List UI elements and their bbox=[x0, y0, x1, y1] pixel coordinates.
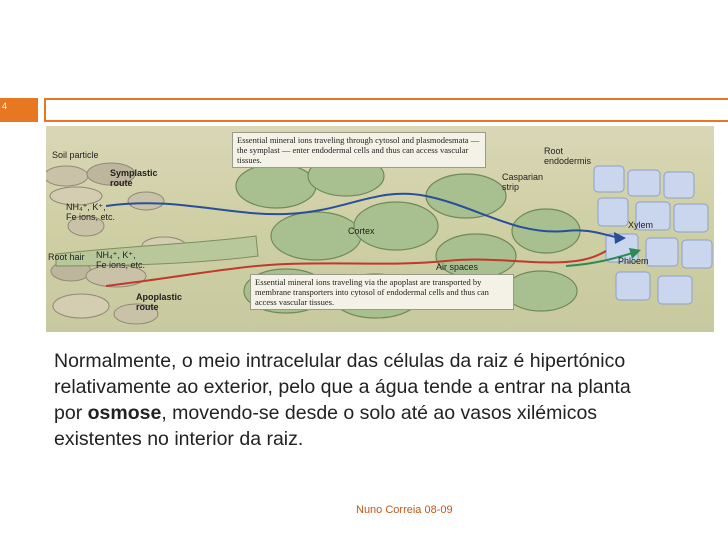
label-endodermis: endodermis bbox=[544, 156, 592, 166]
symplast-note: Essential mineral ions traveling through cytosol and plasmodesmata — the symplast — enter endodermal cells and thus can access vascular tissues. bbox=[232, 132, 486, 168]
label-strip: strip bbox=[502, 182, 520, 192]
body-text-after: , movendo-se desde o solo até ao vasos xilémicos existentes no interior da raiz. bbox=[54, 402, 598, 450]
label-apoplastic-route: route bbox=[136, 302, 159, 312]
label-ions-1: NH₄⁺, K⁺, bbox=[66, 202, 106, 212]
label-fe-ions-1: Fe ions, etc. bbox=[66, 212, 116, 222]
body-paragraph bbox=[54, 348, 654, 452]
body-text-before: Normalmente, o meio intracelular das células da raiz é hipertónico relativamente ao exterior, pelo que a água tende a entrar na planta por bbox=[54, 350, 631, 424]
label-symplastic: Symplastic bbox=[110, 168, 158, 178]
footer-author: Nuno Correia 08-09 bbox=[356, 504, 453, 516]
root-ion-transport-figure bbox=[46, 126, 714, 332]
label-soil-particle: Soil particle bbox=[52, 150, 99, 160]
title-bar-frame bbox=[44, 98, 728, 122]
label-root: Root bbox=[544, 146, 564, 156]
label-air-spaces: Air spaces bbox=[436, 262, 479, 272]
label-symplastic-route: route bbox=[110, 178, 133, 188]
apoplast-note: Essential mineral ions traveling via the apoplast are transported by membrane transporters into cytosol of endodermal cells and thus can access vascular tissues. bbox=[250, 274, 514, 310]
slide-number: 4 bbox=[2, 101, 8, 111]
label-fe-ions-2: Fe ions, etc. bbox=[96, 260, 146, 270]
label-cortex: Cortex bbox=[348, 226, 375, 236]
label-phloem: Phloem bbox=[618, 256, 649, 266]
body-bold-word: osmose bbox=[87, 402, 162, 424]
vascular-cells bbox=[594, 166, 712, 304]
label-apoplastic: Apoplastic bbox=[136, 292, 183, 302]
label-root-hair: Root hair bbox=[48, 252, 85, 262]
label-ions-2: NH₄⁺, K⁺, bbox=[96, 250, 136, 260]
label-xylem: Xylem bbox=[628, 220, 654, 230]
label-casparian: Casparian bbox=[502, 172, 544, 182]
